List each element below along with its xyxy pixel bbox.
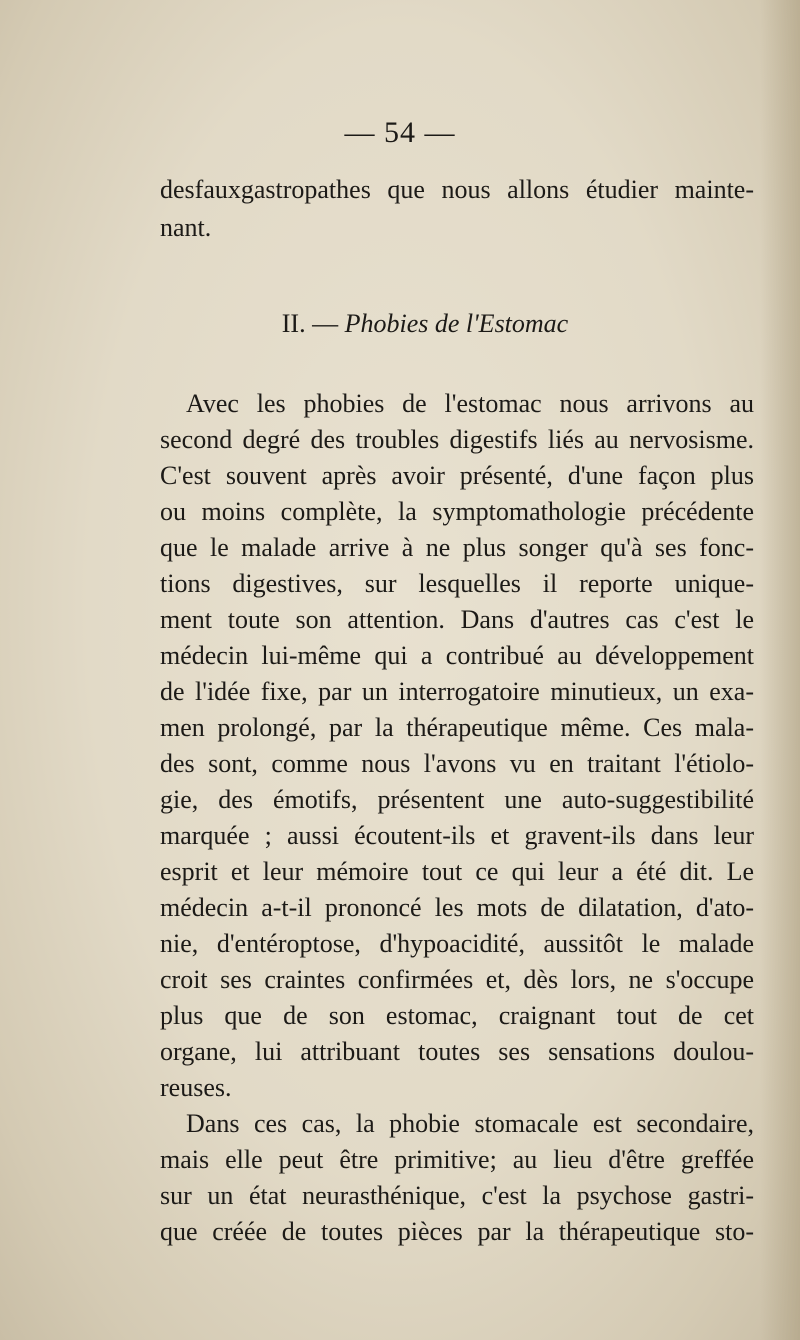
page-edge-shadow xyxy=(760,0,800,1340)
text-line: médecin lui-même qui a contribué au développement xyxy=(160,641,754,670)
section-title: Phobies de l'Estomac xyxy=(344,309,569,338)
text-line: nie, d'entéroptose, d'hypoacidité, aussitôt le malade xyxy=(160,929,754,958)
text-line: C'est souvent après avoir présenté, d'une façon plus xyxy=(160,461,754,490)
text-line: organe, lui attribuant toutes ses sensations doulou- xyxy=(160,1037,754,1066)
text-line: plus que de son estomac, craignant tout de cet xyxy=(160,1001,754,1030)
text-line: médecin a-t-il prononcé les mots de dilatation, d'ato- xyxy=(160,893,754,922)
section-numeral: II. xyxy=(281,309,306,338)
text-line: sur un état neurasthénique, c'est la psychose gastri- xyxy=(160,1181,754,1210)
text-line: ment toute son attention. Dans d'autres cas c'est le xyxy=(160,605,754,634)
text-line: Dans ces cas, la phobie stomacale est secondaire, xyxy=(186,1109,754,1138)
text-line: esprit et leur mémoire tout ce qui leur a été dit. Le xyxy=(160,857,754,886)
text-line: mais elle peut être primitive; au lieu d'être greffée xyxy=(160,1145,754,1174)
text-line: tions digestives, sur lesquelles il reporte unique- xyxy=(160,569,754,598)
text-line: des sont, comme nous l'avons vu en traitant l'étiolo- xyxy=(160,749,754,778)
section-heading xyxy=(0,306,800,342)
section-dash: — xyxy=(312,309,339,338)
page-number: — 54 — xyxy=(344,116,456,149)
text-line: marquée ; aussi écoutent-ils et gravent-ils dans leur xyxy=(160,821,754,850)
text-line: ou moins complète, la symptomathologie précédente xyxy=(160,497,754,526)
text-line: que le malade arrive à ne plus songer qu'à ses fonc- xyxy=(160,533,754,562)
text-line: reuses. xyxy=(160,1073,232,1102)
text-line: men prolongé, par la thérapeutique même. Ces mala- xyxy=(160,713,754,742)
text-line: que créée de toutes pièces par la thérapeutique sto- xyxy=(160,1217,754,1246)
text-line: Avec les phobies de l'estomac nous arrivons au xyxy=(186,389,754,418)
text-line: desfauxgastropathes que nous allons étudier mainte- xyxy=(160,175,754,204)
text-line: second degré des troubles digestifs liés au nervosisme. xyxy=(160,425,754,454)
text-line: de l'idée fixe, par un interrogatoire minutieux, un exa- xyxy=(160,677,754,706)
text-line: nant. xyxy=(160,213,212,242)
text-line: croit ses craintes confirmées et, dès lors, ne s'occupe xyxy=(160,965,754,994)
text-line: gie, des émotifs, présentent une auto-suggestibilité xyxy=(160,785,754,814)
